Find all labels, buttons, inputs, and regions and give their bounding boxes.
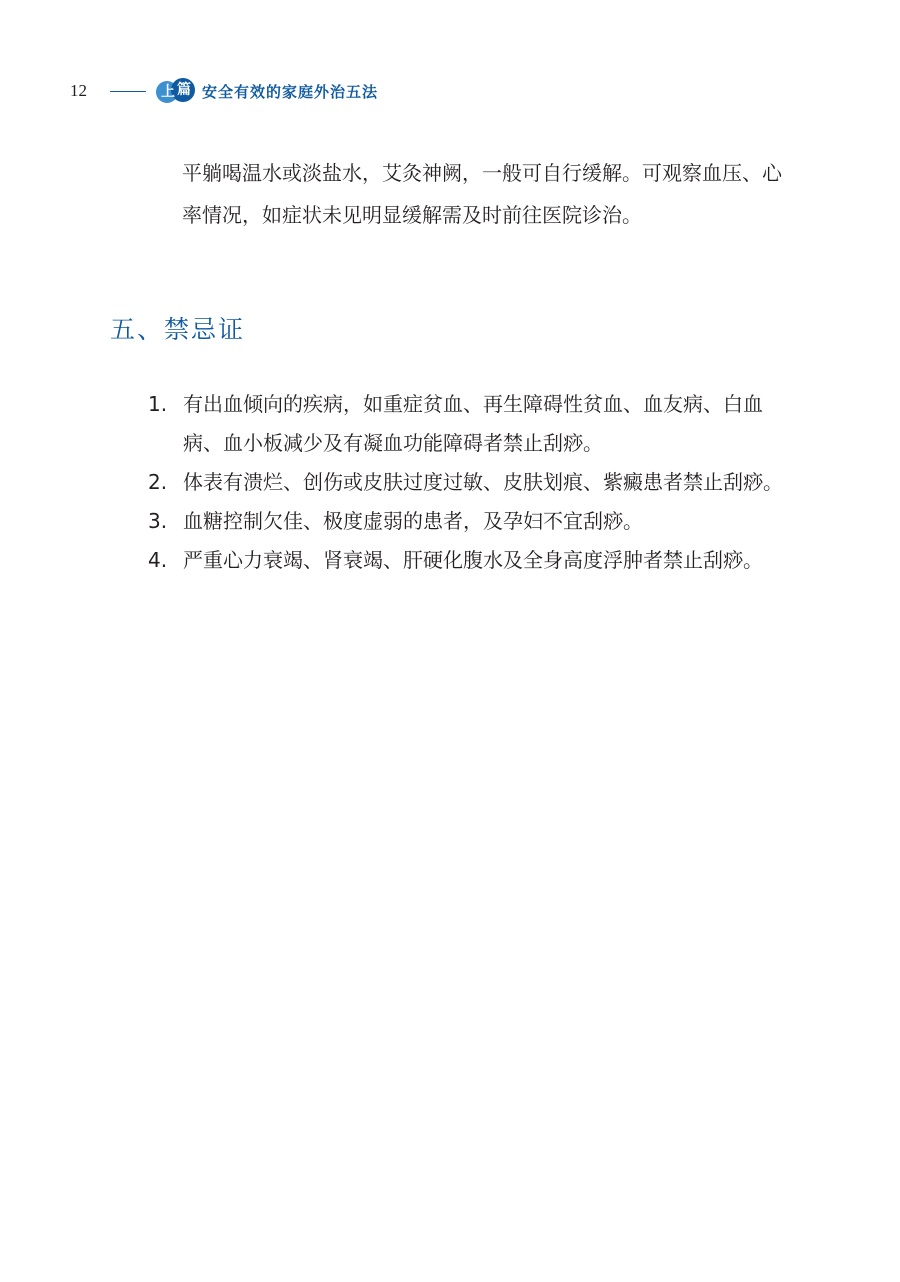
list-item: [148, 463, 788, 502]
part-badge-char-2: 篇: [177, 82, 191, 98]
book-title: 安全有效的家庭外治五法: [202, 82, 379, 101]
part-badge: [156, 77, 196, 105]
list-item: [148, 502, 788, 541]
list-item-number: 3.: [148, 509, 168, 533]
list-item-number: 1.: [148, 392, 168, 416]
list-item-text: 有出血倾向的疾病，如重症贫血、再生障碍性贫血、血友病、白血病、血小板减少及有凝血功能障碍者禁止刮痧。: [183, 392, 763, 455]
list-item-text: 严重心力衰竭、肾衰竭、肝硬化腹水及全身高度浮肿者禁止刮痧。: [183, 548, 763, 572]
list-item-number: 4.: [148, 548, 168, 572]
page-number: 12: [70, 81, 87, 100]
list-item-text: 体表有溃烂、创伤或皮肤过度过敏、皮肤划痕、紫癜患者禁止刮痧。: [183, 470, 783, 494]
list-item-text: 血糖控制欠佳、极度虚弱的患者，及孕妇不宜刮痧。: [183, 509, 643, 533]
header-divider: [110, 91, 146, 92]
contraindication-list: [148, 385, 788, 580]
running-header: [70, 76, 378, 106]
list-item-number: 2.: [148, 470, 168, 494]
intro-paragraph: 平躺喝温水或淡盐水，艾灸神阙，一般可自行缓解。可观察血压、心率情况，如症状未见明显缓解需及时前往医院诊治。: [182, 161, 782, 227]
list-item: [148, 541, 788, 580]
part-badge-char-1: 上: [161, 84, 175, 100]
list-item: [148, 385, 788, 463]
section-title: 五、禁忌证: [110, 315, 246, 344]
